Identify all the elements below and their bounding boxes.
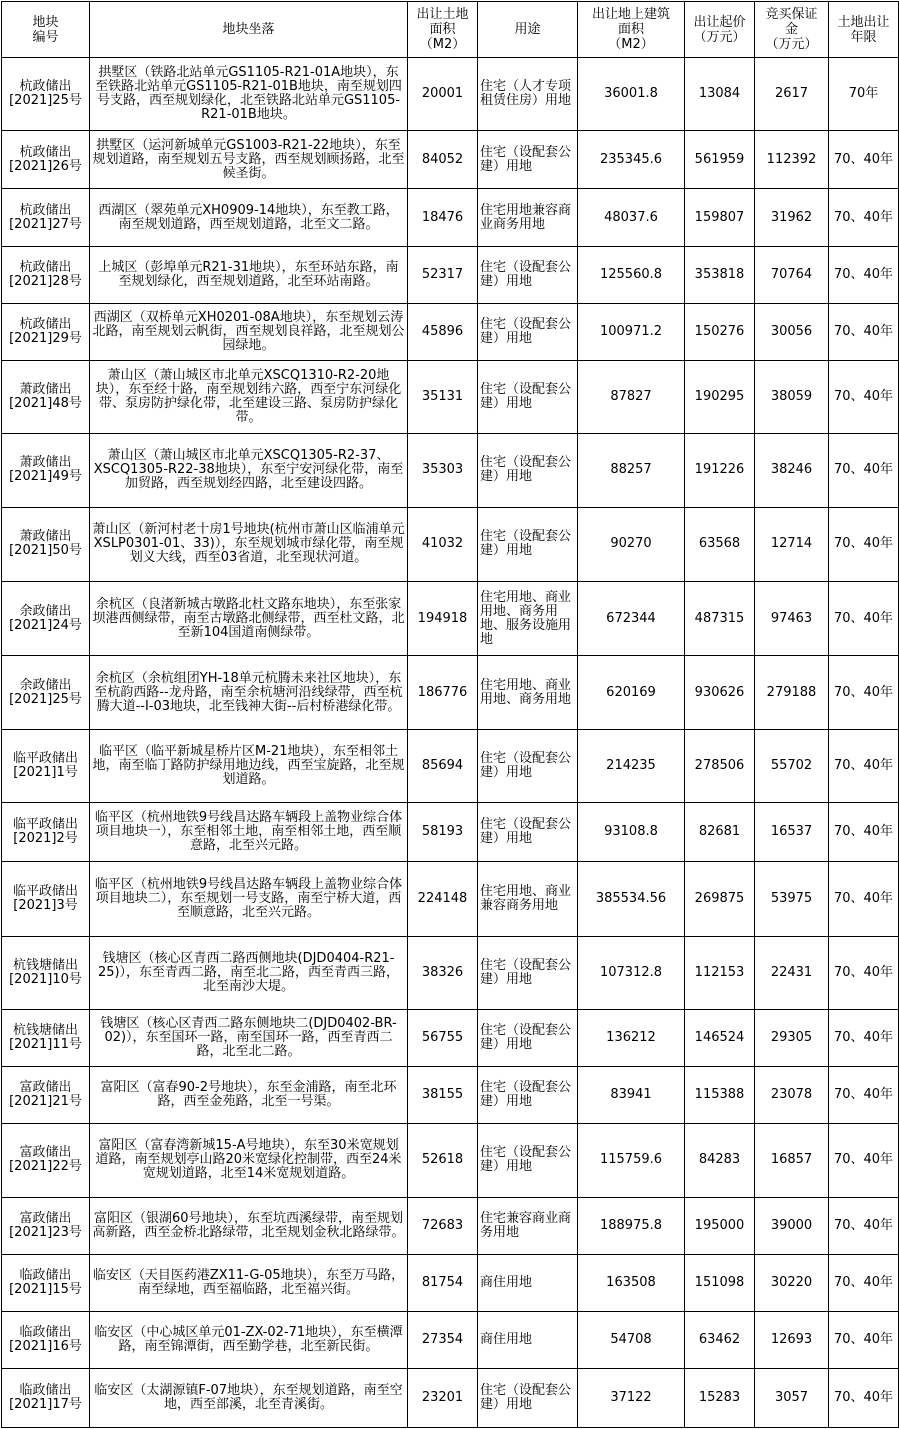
table-header — [2, 2, 899, 58]
cell-deposit: 70764 — [755, 246, 829, 303]
cell-price: 191226 — [685, 434, 755, 507]
cell-term: 70、40年 — [829, 360, 899, 433]
cell-deposit: 3057 — [755, 1368, 829, 1427]
cell-price: 195000 — [685, 1197, 755, 1254]
cell-code: 临政储出 [2021]15号 — [2, 1254, 90, 1311]
cell-area: 224148 — [408, 862, 478, 936]
cell-area: 194918 — [408, 581, 478, 655]
cell-code: 萧政储出 [2021]48号 — [2, 360, 90, 433]
cell-price: 63462 — [685, 1311, 755, 1368]
cell-gfa: 36001.8 — [578, 58, 685, 131]
cell-code: 杭政储出 [2021]26号 — [2, 131, 90, 189]
header-row — [2, 2, 899, 58]
cell-area: 41032 — [408, 507, 478, 581]
cell-location: 临平区（临平新城星桥片区M-21地块），东至相邻土地，南至临丁路防护绿用地边线，西至宝旋路，北至规划道路。 — [90, 729, 408, 802]
cell-gfa: 100971.2 — [578, 303, 685, 360]
cell-area: 72683 — [408, 1197, 478, 1254]
cell-gfa: 93108.8 — [578, 803, 685, 862]
cell-location: 富阳区（银湖60号地块），东至坑西溪绿带，南至规划高新路，西至金桥北路绿带，北至规划金秋北路绿带。 — [90, 1197, 408, 1254]
cell-term: 70、40年 — [829, 1010, 899, 1067]
table-body — [2, 58, 899, 1428]
table-row — [2, 246, 899, 303]
cell-code: 临政储出 [2021]17号 — [2, 1368, 90, 1427]
cell-area: 52317 — [408, 246, 478, 303]
cell-gfa: 83941 — [578, 1067, 685, 1124]
table-row — [2, 1311, 899, 1368]
cell-code: 萧政储出 [2021]50号 — [2, 507, 90, 581]
cell-code: 杭钱塘储出 [2021]11号 — [2, 1010, 90, 1067]
table-row — [2, 729, 899, 802]
cell-gfa: 235345.6 — [578, 131, 685, 189]
table-row — [2, 936, 899, 1009]
cell-code: 富政储出 [2021]21号 — [2, 1067, 90, 1124]
cell-price: 146524 — [685, 1010, 755, 1067]
cell-price: 353818 — [685, 246, 755, 303]
cell-use: 住宅用地兼容商业商务用地 — [478, 189, 578, 246]
cell-deposit: 53975 — [755, 862, 829, 936]
cell-use: 住宅（设配套公建）用地 — [478, 936, 578, 1009]
cell-location: 钱塘区（核心区青西二路西侧地块(DJD0404-R21-25)），东至青西二路，南至北二路，西至青西三路，北至南沙大堤。 — [90, 936, 408, 1009]
cell-deposit: 12714 — [755, 507, 829, 581]
cell-deposit: 30220 — [755, 1254, 829, 1311]
cell-code: 富政储出 [2021]22号 — [2, 1124, 90, 1197]
cell-price: 151098 — [685, 1254, 755, 1311]
cell-use: 住宅（设配套公建）用地 — [478, 803, 578, 862]
header-area: 出让土地 面积 （M2） — [408, 2, 478, 58]
cell-area: 186776 — [408, 656, 478, 729]
cell-code: 临平政储出 [2021]1号 — [2, 729, 90, 802]
cell-gfa: 620169 — [578, 656, 685, 729]
cell-deposit: 112392 — [755, 131, 829, 189]
cell-gfa: 214235 — [578, 729, 685, 802]
cell-use: 住宅（设配套公建）用地 — [478, 246, 578, 303]
table-row — [2, 656, 899, 729]
cell-price: 115388 — [685, 1067, 755, 1124]
cell-code: 萧政储出 [2021]49号 — [2, 434, 90, 507]
cell-gfa: 54708 — [578, 1311, 685, 1368]
cell-code: 富政储出 [2021]23号 — [2, 1197, 90, 1254]
cell-deposit: 16537 — [755, 803, 829, 862]
cell-location: 临安区（天目医药港ZX11-G-05地块），东至万马路，南至绿地，西至福临路，北至福兴街。 — [90, 1254, 408, 1311]
table-row — [2, 1368, 899, 1427]
cell-use: 住宅（设配套公建）用地 — [478, 1124, 578, 1197]
cell-term: 70、40年 — [829, 936, 899, 1009]
cell-location: 西湖区（双桥单元XH0201-08A地块），东至规划云涛北路，南至规划云帆街，西至规划良祥路，北至规划公园绿地。 — [90, 303, 408, 360]
cell-price: 150276 — [685, 303, 755, 360]
cell-gfa: 88257 — [578, 434, 685, 507]
cell-deposit: 38059 — [755, 360, 829, 433]
cell-area: 58193 — [408, 803, 478, 862]
cell-term: 70、40年 — [829, 729, 899, 802]
cell-price: 278506 — [685, 729, 755, 802]
cell-term: 70、40年 — [829, 131, 899, 189]
table-row — [2, 1124, 899, 1197]
cell-gfa: 107312.8 — [578, 936, 685, 1009]
cell-area: 20001 — [408, 58, 478, 131]
cell-term: 70、40年 — [829, 581, 899, 655]
cell-term: 70、40年 — [829, 246, 899, 303]
cell-gfa: 672344 — [578, 581, 685, 655]
cell-deposit: 31962 — [755, 189, 829, 246]
cell-price: 63568 — [685, 507, 755, 581]
cell-use: 住宅用地、商业兼容商务用地 — [478, 862, 578, 936]
header-price: 出让起价 （万元） — [685, 2, 755, 58]
header-term: 土地出让 年限 — [829, 2, 899, 58]
cell-term: 70、40年 — [829, 1311, 899, 1368]
cell-deposit: 97463 — [755, 581, 829, 655]
cell-location: 萧山区（萧山城区市北单元XSCQ1305-R2-37、XSCQ1305-R22-38地块），东至宁安河绿化带，南至加贸路，西至规划经四路，北至建设四路。 — [90, 434, 408, 507]
cell-area: 56755 — [408, 1010, 478, 1067]
cell-use: 住宅（设配套公建）用地 — [478, 1368, 578, 1427]
table-row — [2, 1067, 899, 1124]
cell-deposit: 29305 — [755, 1010, 829, 1067]
cell-term: 70、40年 — [829, 862, 899, 936]
cell-gfa: 48037.6 — [578, 189, 685, 246]
header-code: 地块 编号 — [2, 2, 90, 58]
cell-area: 85694 — [408, 729, 478, 802]
cell-term: 70、40年 — [829, 1124, 899, 1197]
table-row — [2, 581, 899, 655]
cell-term: 70、40年 — [829, 1254, 899, 1311]
cell-deposit: 39000 — [755, 1197, 829, 1254]
cell-location: 钱塘区（核心区青西二路东侧地块二(DJD0402-BR-02)），东至国环一路，南至国环一路，西至青西二路，北至北二路。 — [90, 1010, 408, 1067]
cell-code: 杭钱塘储出 [2021]10号 — [2, 936, 90, 1009]
cell-gfa: 87827 — [578, 360, 685, 433]
cell-location: 富阳区（富春90-2号地块），东至金浦路，南至北环路，西至金苑路，北至一号渠。 — [90, 1067, 408, 1124]
table-row — [2, 131, 899, 189]
cell-use: 住宅兼容商业商务用地 — [478, 1197, 578, 1254]
cell-code: 杭政储出 [2021]29号 — [2, 303, 90, 360]
cell-use: 住宅（人才专项租赁住房）用地 — [478, 58, 578, 131]
cell-price: 930626 — [685, 656, 755, 729]
cell-use: 住宅（设配套公建）用地 — [478, 507, 578, 581]
cell-gfa: 188975.8 — [578, 1197, 685, 1254]
cell-location: 余杭区（良渚新城古墩路北杜文路东地块），东至张家坝港西侧绿带，南至古墩路北侧绿带，西至杜文路，北至新104国道南侧绿带。 — [90, 581, 408, 655]
cell-use: 住宅（设配套公建）用地 — [478, 1010, 578, 1067]
table-row — [2, 189, 899, 246]
cell-deposit: 55702 — [755, 729, 829, 802]
cell-location: 萧山区（萧山城区市北单元XSCQ1310-R2-20地块），东至经十路，南至规划纬六路，西至宁东河绿化带、泵房防护绿化带，北至建设三路、泵房防护绿化带。 — [90, 360, 408, 433]
cell-deposit: 2617 — [755, 58, 829, 131]
cell-location: 西湖区（翠苑单元XH0909-14地块），东至教工路，南至规划道路，西至规划道路，北至文二路。 — [90, 189, 408, 246]
cell-gfa: 125560.8 — [578, 246, 685, 303]
table-row — [2, 1010, 899, 1067]
cell-gfa: 37122 — [578, 1368, 685, 1427]
cell-price: 82681 — [685, 803, 755, 862]
cell-price: 112153 — [685, 936, 755, 1009]
table-row — [2, 434, 899, 507]
cell-price: 159807 — [685, 189, 755, 246]
header-use: 用途 — [478, 2, 578, 58]
cell-location: 临安区（中心城区单元01-ZX-02-71地块），东至横潭路，南至锦潭街，西至勤学巷，北至新民街。 — [90, 1311, 408, 1368]
cell-code: 杭政储出 [2021]27号 — [2, 189, 90, 246]
cell-area: 27354 — [408, 1311, 478, 1368]
cell-code: 临平政储出 [2021]2号 — [2, 803, 90, 862]
table-row — [2, 1197, 899, 1254]
table-row — [2, 360, 899, 433]
cell-gfa: 136212 — [578, 1010, 685, 1067]
cell-area: 45896 — [408, 303, 478, 360]
cell-use: 住宅用地、商业用地、商务用地、服务设施用地 — [478, 581, 578, 655]
cell-price: 487315 — [685, 581, 755, 655]
cell-location: 临安区（太湖源镇F-07地块），东至规划道路，南至空地，西至部溪，北至青溪街。 — [90, 1368, 408, 1427]
cell-price: 15283 — [685, 1368, 755, 1427]
table-row — [2, 507, 899, 581]
cell-term: 70、40年 — [829, 656, 899, 729]
cell-location: 上城区（彭埠单元R21-31地块），东至环站东路，南至规划绿化，西至规划道路，北至环站南路。 — [90, 246, 408, 303]
cell-price: 190295 — [685, 360, 755, 433]
cell-use: 住宅（设配套公建）用地 — [478, 729, 578, 802]
cell-gfa: 115759.6 — [578, 1124, 685, 1197]
cell-area: 23201 — [408, 1368, 478, 1427]
header-location: 地块坐落 — [90, 2, 408, 58]
cell-area: 38326 — [408, 936, 478, 1009]
table-row — [2, 803, 899, 862]
cell-term: 70、40年 — [829, 434, 899, 507]
table-row — [2, 1254, 899, 1311]
cell-gfa: 163508 — [578, 1254, 685, 1311]
cell-deposit: 279188 — [755, 656, 829, 729]
cell-code: 杭政储出 [2021]25号 — [2, 58, 90, 131]
cell-area: 38155 — [408, 1067, 478, 1124]
cell-price: 13084 — [685, 58, 755, 131]
cell-price: 269875 — [685, 862, 755, 936]
cell-area: 35131 — [408, 360, 478, 433]
cell-code: 余政储出 [2021]25号 — [2, 656, 90, 729]
cell-term: 70、40年 — [829, 803, 899, 862]
cell-area: 52618 — [408, 1124, 478, 1197]
cell-use: 商住用地 — [478, 1311, 578, 1368]
cell-term: 70年 — [829, 58, 899, 131]
cell-term: 70、40年 — [829, 303, 899, 360]
cell-term: 70、40年 — [829, 507, 899, 581]
cell-term: 70、40年 — [829, 1067, 899, 1124]
header-gfa: 出让地上建筑 面积 （M2） — [578, 2, 685, 58]
cell-location: 临平区（杭州地铁9号线昌达路车辆段上盖物业综合体项目地块二），东至规划一号支路，南至宁桥大道，西至顺意路，北至兴元路。 — [90, 862, 408, 936]
cell-price: 84283 — [685, 1124, 755, 1197]
cell-area: 35303 — [408, 434, 478, 507]
header-deposit: 竞买保证 金 （万元） — [755, 2, 829, 58]
cell-use: 住宅（设配套公建）用地 — [478, 303, 578, 360]
table-row — [2, 862, 899, 936]
cell-deposit: 30056 — [755, 303, 829, 360]
table-row — [2, 58, 899, 131]
cell-location: 拱墅区（铁路北站单元GS1105-R21-01A地块），东至铁路北站单元GS1105-R21-01B地块，南至规划四号支路，西至规划绿化，北至铁路北站单元GS1105-R21-01B地块。 — [90, 58, 408, 131]
cell-location: 萧山区（新河村老十房1号地块(杭州市萧山区临浦单元XSLP0301-01、33)），东至规划城市绿化带，南至规划义大线，西至03省道，北至现状河道。 — [90, 507, 408, 581]
cell-price: 561959 — [685, 131, 755, 189]
cell-gfa: 90270 — [578, 507, 685, 581]
cell-use: 住宅（设配套公建）用地 — [478, 360, 578, 433]
cell-term: 70、40年 — [829, 1368, 899, 1427]
cell-area: 84052 — [408, 131, 478, 189]
cell-deposit: 12693 — [755, 1311, 829, 1368]
cell-use: 住宅（设配套公建）用地 — [478, 434, 578, 507]
cell-code: 余政储出 [2021]24号 — [2, 581, 90, 655]
cell-area: 18476 — [408, 189, 478, 246]
cell-code: 临政储出 [2021]16号 — [2, 1311, 90, 1368]
cell-term: 70、40年 — [829, 189, 899, 246]
land-auction-table — [1, 1, 899, 1428]
cell-use: 商住用地 — [478, 1254, 578, 1311]
cell-code: 临平政储出 [2021]3号 — [2, 862, 90, 936]
cell-deposit: 16857 — [755, 1124, 829, 1197]
cell-location: 拱墅区（运河新城单元GS1003-R21-22地块），东至规划道路，南至规划五号支路，西至规划顾扬路，北至候圣街。 — [90, 131, 408, 189]
cell-gfa: 385534.56 — [578, 862, 685, 936]
table-row — [2, 303, 899, 360]
cell-location: 余杭区（余杭组团YH-18单元杭腾未来社区地块），东至杭韵西路--龙舟路，南至余杭塘河沿线绿带，西至杭腾大道--I-03地块，北至钱神大街--后村桥港绿化带。 — [90, 656, 408, 729]
cell-deposit: 23078 — [755, 1067, 829, 1124]
cell-deposit: 38246 — [755, 434, 829, 507]
cell-code: 杭政储出 [2021]28号 — [2, 246, 90, 303]
cell-use: 住宅（设配套公建）用地 — [478, 131, 578, 189]
cell-deposit: 22431 — [755, 936, 829, 1009]
cell-location: 临平区（杭州地铁9号线昌达路车辆段上盖物业综合体项目地块一），东至相邻土地，南至相邻土地，西至顺意路，北至兴元路。 — [90, 803, 408, 862]
cell-use: 住宅（设配套公建）用地 — [478, 1067, 578, 1124]
cell-area: 81754 — [408, 1254, 478, 1311]
cell-location: 富阳区（富春湾新城15-A号地块），东至30米宽规划道路，南至规划亭山路20米宽绿化控制带，西至24米宽规划道路，北至14米宽规划道路。 — [90, 1124, 408, 1197]
cell-use: 住宅用地、商业用地、商务用地 — [478, 656, 578, 729]
cell-term: 70、40年 — [829, 1197, 899, 1254]
